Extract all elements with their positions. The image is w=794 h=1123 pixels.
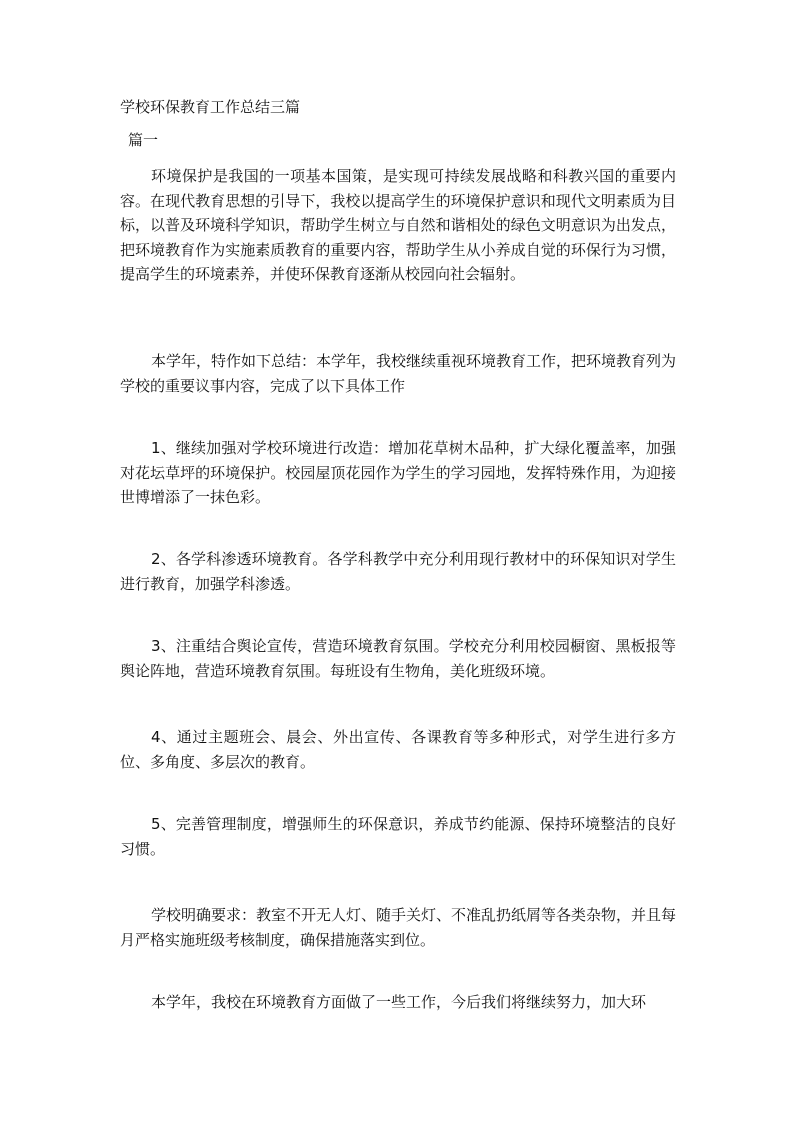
paragraph-item-2: 2、各学科渗透环境教育。各学科教学中充分利用现行教材中的环保知识对学生进行教育，加强学科渗透。: [120, 550, 676, 593]
paragraph-conclusion: 本学年，我校在环境教育方面做了一些工作，今后我们将继续努力，加大环: [151, 993, 647, 1011]
paragraph-item-3: 3、注重结合舆论宣传，营造环境教育氛围。学校充分利用校园橱窗、黑板报等舆论阵地，营造环境教育氛围。每班设有生物角，美化班级环境。: [120, 637, 676, 680]
paragraph-item-1: 1、继续加强对学校环境进行改造：增加花草树木品种，扩大绿化覆盖率，加强对花坛草坪的环境保护。校园屋顶花园作为学生的学习园地，发挥特殊作用，为迎接世博增添了一抹色彩。: [120, 439, 676, 506]
paragraph-requirements: 学校明确要求：教室不开无人灯、随手关灯、不准乱扔纸屑等各类杂物，并且每月严格实施班级考核制度，确保措施落实到位。: [120, 906, 677, 949]
paragraph-item-4: 4、通过主题班会、晨会、外出宣传、各课教育等多种形式，对学生进行多方位、多角度、多层次的教育。: [120, 728, 676, 771]
paragraph-intro: 环境保护是我国的一项基本国策，是实现可持续发展战略和科教兴国的重要内容。在现代教育思想的引导下，我校以提高学生的环境保护意识和现代文明素质为目标，以普及环境科学知识，帮助学生树立与自然和谐相处的绿色文明意识为出发点，把环境教育作为实施素质教育的重要内容，帮助学生从小养成自觉的环保行为习惯，提高学生的环境素养，并使环保教育逐渐从校园向社会辐射。: [120, 167, 676, 283]
document-title: 学校环保教育工作总结三篇: [120, 98, 301, 116]
paragraph-summary: 本学年，特作如下总结：本学年，我校继续重视环境教育工作，把环境教育列为学校的重要议事内容，完成了以下具体工作: [120, 352, 677, 395]
section-label: 篇一: [128, 131, 159, 149]
paragraph-item-5: 5、完善管理制度，增强师生的环保意识，养成节约能源、保持环境整洁的良好习惯。: [120, 815, 676, 858]
